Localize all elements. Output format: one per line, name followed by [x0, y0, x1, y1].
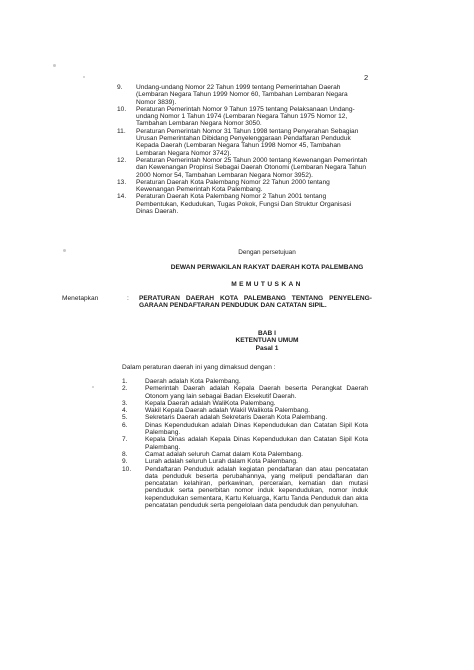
legal-basis-item — [117, 128, 369, 157]
definition-item-number: 8. — [122, 450, 128, 458]
legal-basis-item-number: 11. — [117, 127, 126, 135]
definition-item — [122, 385, 368, 400]
definition-item-text: Dinas Kependudukan adalah Dinas Kependudukan dan Catatan Sipil Kota Palembang. — [145, 421, 368, 437]
chapter-title: KETENTUAN UMUM — [235, 337, 299, 344]
scan-mark — [53, 64, 56, 67]
legal-basis-item-text: Peraturan Daerah Kota Palembang Nomor 2 Tahun 2001 tentang Pembentukan, Kedudukan, Tugas Pokok, Fungsi Dan Struktur Organisasi Dinas Daerah. — [136, 193, 352, 216]
legal-basis-item — [117, 179, 369, 194]
definition-item-text: Daerah adalah Kota Palembang. — [145, 378, 241, 385]
council-name: DEWAN PERWAKILAN RAKYAT DAERAH KOTA PALEMBANG — [170, 264, 364, 271]
menetapkan-clause — [62, 295, 372, 310]
legal-basis-item-text: Peraturan Daerah Kota Palembang Nomor 22 Tahun 2000 tentang Kewenangan Pemerintah Kota Palembang. — [136, 178, 330, 194]
legal-basis-item-number: 10. — [117, 105, 127, 113]
definition-item-text: Kepala Daerah adalah WaliKota Palembang. — [145, 399, 276, 407]
definitions-intro: Dalam peraturan daerah ini yang dimaksud dengan : — [122, 364, 276, 371]
definition-item-number: 6. — [122, 421, 128, 429]
legal-basis-item — [117, 193, 369, 215]
decision-heading: MEMUTUSKAN — [231, 281, 303, 288]
definition-item-number: 10. — [122, 465, 132, 473]
definition-item-text: Kepala Dinas adalah Kepala Dinas Kependudukan dan Catatan Sipil Kota Palembang. — [145, 436, 368, 451]
scan-mark — [92, 386, 94, 388]
definition-item-text: Camat adalah seluruh Camat dalam Kota Palembang. — [145, 450, 303, 458]
legal-basis-item-text: Undang-undang Nomor 22 Tahun 1999 tentang Pemerintahan Daerah (Lembaran Negara Tahun 1999 Nomor 60, Tambahan Lembaran Negara Nomor 3839). — [136, 84, 348, 106]
definition-item-number: 3. — [122, 399, 128, 407]
page-number: 2 — [364, 73, 369, 82]
definition-item — [122, 451, 368, 458]
definition-item-number: 7. — [122, 436, 128, 444]
legal-basis-item-number: 9. — [117, 84, 123, 91]
menetapkan-colon: : — [127, 295, 129, 302]
definition-item — [122, 436, 368, 451]
definition-item-number: 4. — [122, 407, 128, 415]
definition-item-number: 2. — [122, 385, 128, 393]
legal-basis-item-text: Peraturan Pemerintah Nomor 31 Tahun 1998 tentang Penyerahan Sebagian Urusan Pemerintahan Dibidang Penyelenggaraan Pendaftaran Penduduk Kepada Daerah (Lembaran Negara Tahun 1998 Nomor 45, Tambahan Lembaran Negara Nomor 3742). — [136, 127, 359, 157]
definition-item-number: 5. — [122, 414, 128, 422]
definition-item-text: Lurah adalah seluruh Lurah dalam Kota Palembang. — [145, 458, 298, 466]
definition-item — [122, 422, 368, 437]
legal-basis-item — [117, 106, 369, 128]
menetapkan-label: Menetapkan — [62, 295, 99, 302]
definition-item-text: Pendaftaran Penduduk adalah kegiatan pendaftaran dan atau pencatatan data penduduk beserta perubahannya, yang meliputi pendaftaran dan pencatatan kelahiran, perkawinan, perceraian, kematian dan mutasi penduduk serta penerbitan nomor induk kependudukan, nomor induk kependudukan sementara, Kartu Keluarga, Kartu Tanda Penduduk dan akta pencatatan penduduk serta pengelolaan data penduduk dan penyuluhan. — [145, 465, 368, 510]
definition-item — [122, 407, 368, 414]
legal-basis-item — [117, 84, 369, 106]
chapter-number: BAB I — [258, 330, 276, 337]
definition-item — [122, 466, 368, 510]
definition-item-number: 9. — [122, 458, 128, 466]
definition-item — [122, 458, 368, 465]
considering-list — [117, 84, 369, 215]
definition-item-text: Wakil Kepala Daerah adalah Wakil Walikota Palembang. — [145, 407, 310, 415]
article-number: Pasal 1 — [255, 345, 279, 352]
scan-mark — [83, 76, 85, 78]
definition-item — [122, 378, 368, 385]
regulation-title: PERATURAN DAERAH KOTA PALEMBANG TENTANG PENYELENG-GARAAN PENDAFTARAN PENDUDUK DAN CATATAN SIPIL. — [139, 295, 372, 310]
legal-basis-item — [117, 157, 369, 179]
legal-basis-item-text: Peraturan Pemerintah Nomor 25 Tahun 2000 tentang Kewenangan Pemerintah dan Kewenangan Propinsi Sebagai Daerah Otonomi (Lembaran Negara Tahun 2000 Nomor 54, Tambahan Lembaran Negara Nomor 3952). — [136, 156, 368, 179]
approval-text: Dengan persetujuan — [238, 249, 296, 256]
legal-basis-item-number: 14. — [117, 193, 127, 201]
definition-item-text: Pemerintah Daerah adalah Kepala Daerah beserta Perangkat Daerah Otonom yang lain sebagai Badan Eksekutif Daerah. — [145, 385, 368, 400]
definition-item-text: Sekretaris Daerah adalah Sekretaris Daerah Kota Palembang. — [145, 414, 328, 422]
definition-item — [122, 414, 368, 421]
definition-item-number: 1. — [122, 378, 128, 385]
legal-basis-item-number: 12. — [117, 156, 127, 164]
definitions-list — [122, 378, 368, 509]
legal-basis-item-text: Peraturan Pemerintah Nomor 9 Tahun 1975 tentang Pelaksanaan Undang-undang Nomor 1 Tahun 1974 (Lembaran Negara Tahun 1975 Nomor 12, Tambahan Lembaran Negara Nomor 3050. — [136, 105, 355, 128]
legal-basis-item-number: 13. — [117, 178, 127, 186]
definition-item — [122, 400, 368, 407]
